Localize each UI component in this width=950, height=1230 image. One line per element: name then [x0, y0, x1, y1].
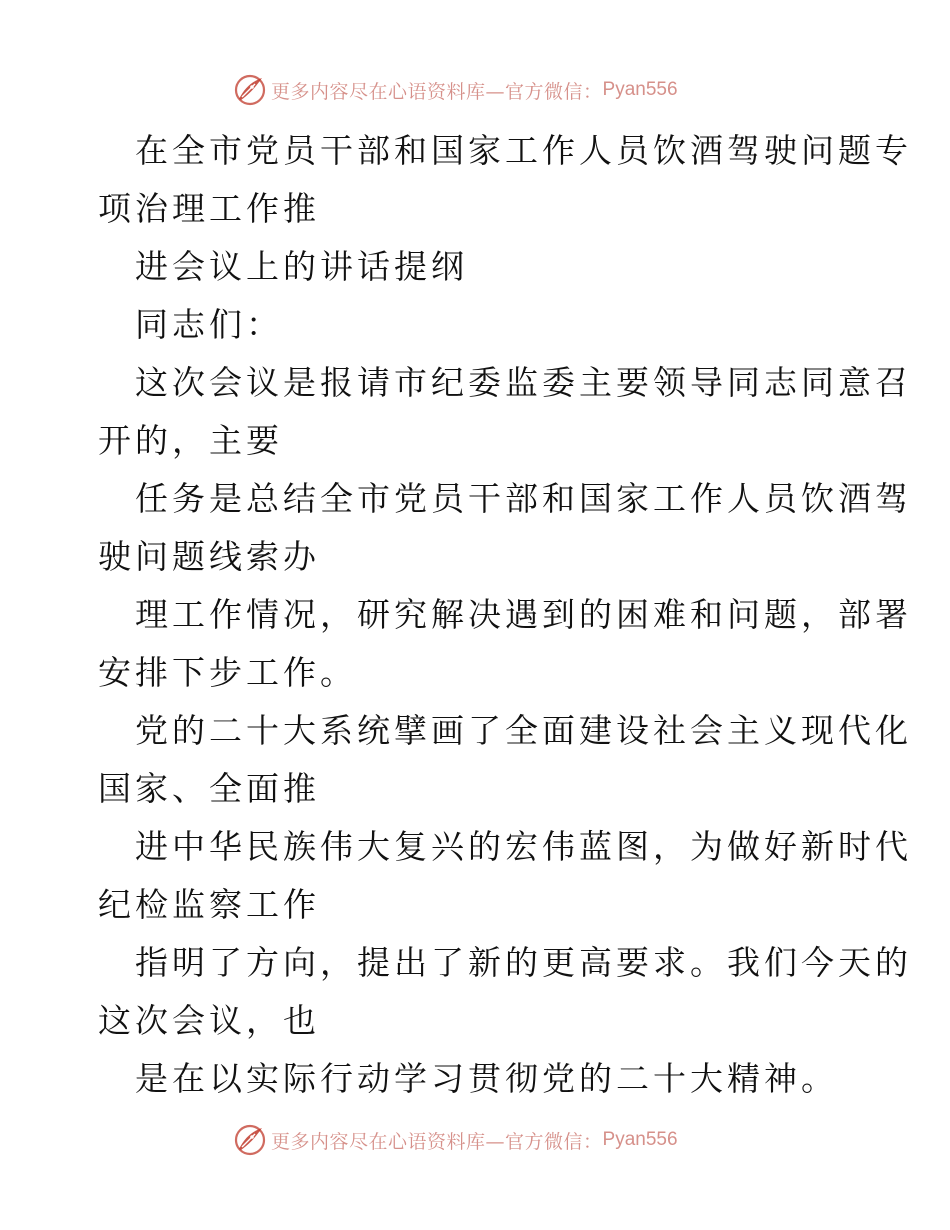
text-line: 在全市党员干部和国家工作人员饮酒驾驶问题专 — [135, 131, 912, 170]
text-line: 纪检监察工作 — [98, 885, 320, 924]
text-line: 理工作情况，研究解决遇到的困难和问题，部署 — [135, 595, 912, 634]
text-line: 这次会议，也 — [98, 1001, 320, 1040]
text-line: 指明了方向，提出了新的更高要求。我们今天的 — [135, 943, 912, 982]
text-line: 驶问题线索办 — [98, 537, 320, 576]
header-watermark — [233, 72, 678, 108]
text-line: 任务是总结全市党员干部和国家工作人员饮酒驾 — [135, 479, 912, 518]
text-line: 国家、全面推 — [98, 769, 320, 808]
text-line: 开的，主要 — [98, 421, 283, 460]
text-line: 党的二十大系统擘画了全面建设社会主义现代化 — [135, 711, 912, 750]
pen-nib-logo-icon — [233, 1123, 267, 1157]
text-line: 是在以实际行动学习贯彻党的二十大精神。 — [135, 1059, 838, 1098]
text-line: 进会议上的讲话提纲 — [135, 247, 468, 286]
pen-nib-logo-icon — [233, 73, 267, 107]
text-line: 安排下步工作。 — [98, 653, 357, 692]
watermark-text: 更多内容尽在心语资料库—官方微信： — [271, 1130, 603, 1153]
watermark-text: 更多内容尽在心语资料库—官方微信： — [271, 80, 603, 103]
text-line: 项治理工作推 — [98, 189, 320, 228]
watermark-handle: Pyan556 — [602, 1129, 678, 1150]
document-body — [98, 122, 912, 1108]
text-line: 进中华民族伟大复兴的宏伟蓝图，为做好新时代 — [135, 827, 912, 866]
watermark-handle: Pyan556 — [602, 79, 678, 100]
footer-watermark — [233, 1122, 678, 1158]
text-line: 这次会议是报请市纪委监委主要领导同志同意召 — [135, 363, 912, 402]
text-line: 同志们： — [135, 305, 283, 344]
